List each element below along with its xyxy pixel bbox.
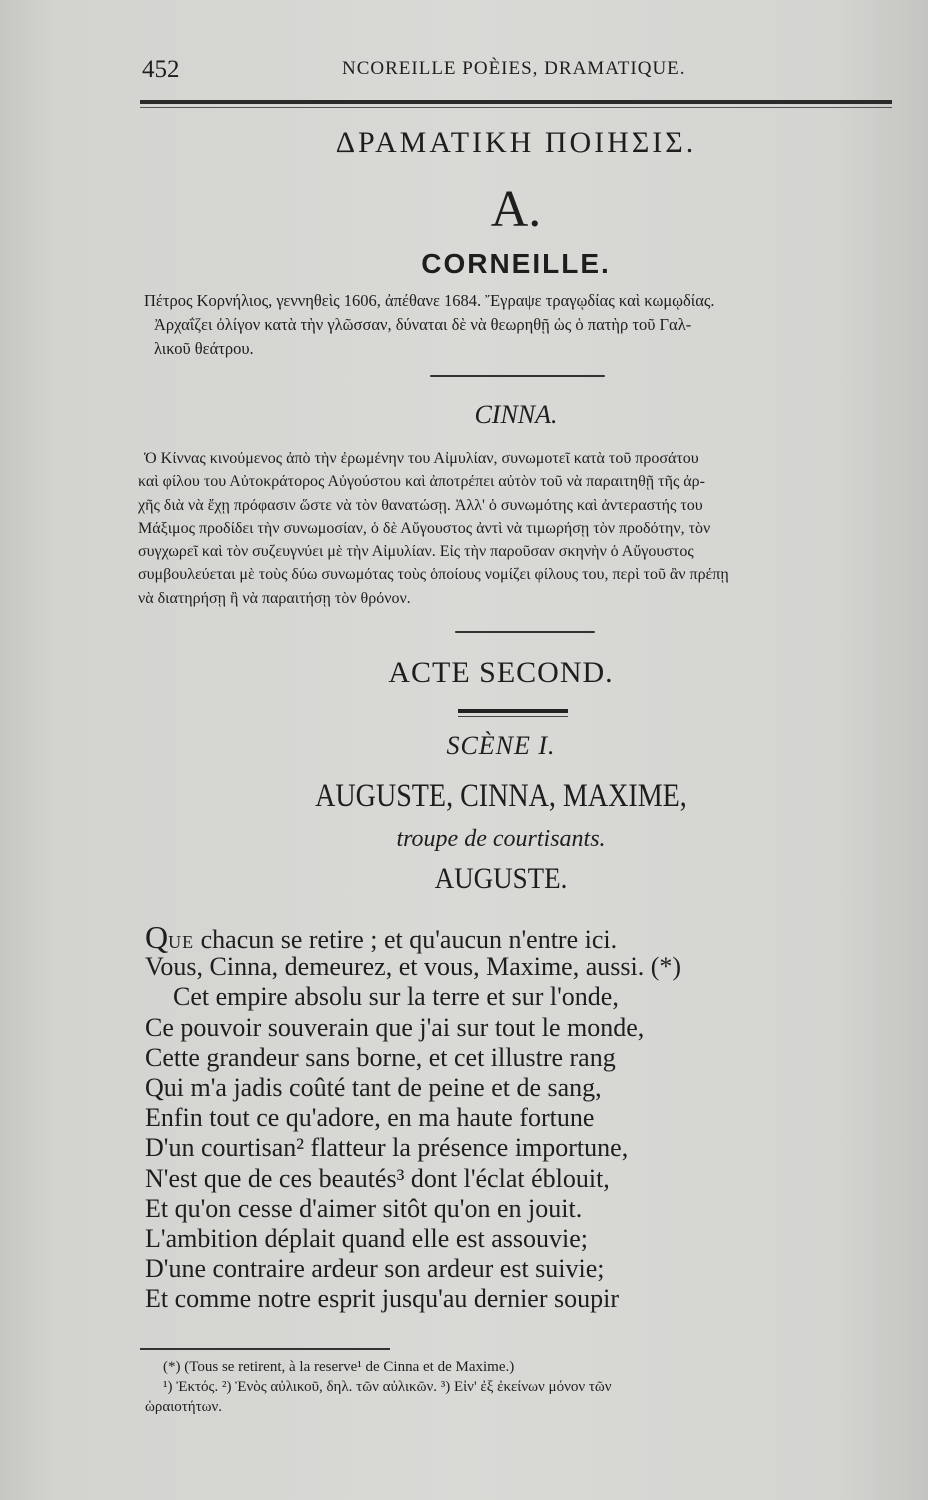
footnote-line: (*) (Tous se retirent, à la reserve¹ de Cinna et de Maxime.) (163, 1359, 515, 1375)
summary-line: νὰ διατηρήσῃ ἢ νὰ παραιτήσῃ τὸν θρόνον. (138, 589, 411, 607)
footnote-rule (140, 1348, 390, 1350)
verse-line: Et comme notre esprit jusqu'au dernier soupir (145, 1284, 620, 1314)
summary-line: καὶ φίλου του Αὐτοκράτορος Αὐγούστου καὶ ἀποτρέπει αὐτὸν τοῦ νὰ παραιτηθῇ τῆς ἀρ- (138, 473, 705, 491)
page-header (142, 56, 888, 96)
summary-line: συμβουλεύεται μὲ τοὺς δύω συνωμότας τοὺς ὁποίους νομίζει φίλους του, περὶ τοῦ ἂν πρέπῃ (138, 566, 729, 584)
header-rule-thin (140, 107, 892, 108)
drop-cap: Q (145, 919, 169, 955)
footnotes (145, 1357, 903, 1417)
summary-line: συγχωρεῖ καὶ τὸν συζευγνύει μὲ τὴν Αἰμυλίαν. Εἰς τὴν παροῦσαν σκηνὴν ὁ Αὔγουστος (138, 543, 694, 561)
summary-line: Ὁ Κίννας κινούμενος ἀπὸ τὴν ἐρωμένην του Αἰμυλίαν, συνωμοτεῖ κατὰ τοῦ προσάτου (144, 450, 699, 467)
footnote-line: ὡραιοτήτων. (145, 1399, 223, 1415)
summary-line: Μάξιμος προδίδει τὴν συνωμοσίαν, ὁ δὲ Αὔγουστος ἀντὶ νὰ τιμωρήσῃ τὸν προδότην, τὸν (138, 519, 711, 537)
verse-line: D'un courtisan² flatteur la présence importune, (145, 1133, 629, 1163)
verse-block (145, 919, 705, 1314)
bio-line: λικοῦ θεάτρου. (154, 339, 254, 358)
speaker-name: AUGUSTE. (434, 862, 568, 895)
section-letter: A. (490, 181, 542, 238)
ornament-divider (430, 375, 605, 377)
verse-line: L'ambition déplait quand elle est assouvie; (145, 1223, 588, 1253)
verse-line: D'une contraire ardeur son ardeur est suivie; (145, 1254, 605, 1284)
scene-title: SCÈNE I. (446, 731, 556, 760)
act-title: ACTE SECOND. (388, 656, 614, 689)
verse-line: Vous, Cinna, demeurez, et vous, Maxime, aussi. (*) (145, 952, 682, 982)
bio-line: Ἀρχαΐζει ὀλίγον κατὰ τὴν γλῶσσαν, δύναται δὲ νὰ θεωρηθῇ ὡς ὁ πατὴρ τοῦ Γαλ- (154, 315, 692, 334)
verse-line: Et qu'on cesse d'aimer sitôt qu'on en jouit. (145, 1193, 583, 1223)
summary-line: χῆς διὰ νὰ ἔχῃ πρόφασιν ὥστε νὰ τὸν θανατώσῃ. Ἀλλ' ὁ συνωμότης καὶ ἀντεραστής του (138, 496, 703, 514)
verse-line: Cet empire absolu sur la terre et sur l'onde, (173, 982, 619, 1012)
act-rule (458, 709, 568, 713)
character-list: AUGUSTE, CINNA, MAXIME, (315, 778, 687, 814)
header-rule (140, 100, 892, 104)
running-head: NCOREILLE POÈIES, DRAMATIQUE. (342, 58, 686, 79)
small-caps: UE (168, 932, 195, 952)
verse-text: chacun se retire ; et qu'aucun n'entre ici. (194, 925, 618, 954)
author-bio (144, 289, 896, 361)
bio-line: Πέτρος Κορνήλιος, γεννηθεὶς 1606, ἀπέθανε 1684. Ἔγραψε τραγῳδίας καὶ κωμῳδίας. (144, 291, 715, 310)
play-title: CINNA. (474, 400, 558, 429)
verse-line: N'est que de ces beautés³ dont l'éclat éblouit, (145, 1163, 610, 1193)
play-summary (138, 447, 893, 610)
section-title: ΔΡΑΜΑΤΙΚΗ ΠΟΙΗΣΙΣ. (335, 126, 697, 159)
author-name: CORNEILLE. (421, 248, 611, 279)
verse-line (145, 919, 705, 955)
page-number: 452 (142, 56, 180, 83)
verse-line: Ce pouvoir souverain que j'ai sur tout le monde, (145, 1012, 645, 1042)
verse-line: Enfin tout ce qu'adore, en ma haute fortune (145, 1103, 595, 1133)
act-rule-thin (458, 716, 568, 717)
footnote-line: ¹) Ἐκτός. ²) Ἑνὸς αὐλικοῦ, δηλ. τῶν αὐλικῶν. ³) Εἰν' ἐξ ἐκείνων μόνον τῶν (163, 1379, 612, 1395)
stage-extras: troupe de courtisants. (396, 826, 606, 852)
verse-line: Cette grandeur sans borne, et cet illustre rang (145, 1042, 616, 1072)
ornament-divider (455, 631, 595, 633)
verse-line: Qui m'a jadis coûté tant de peine et de sang, (145, 1072, 602, 1102)
